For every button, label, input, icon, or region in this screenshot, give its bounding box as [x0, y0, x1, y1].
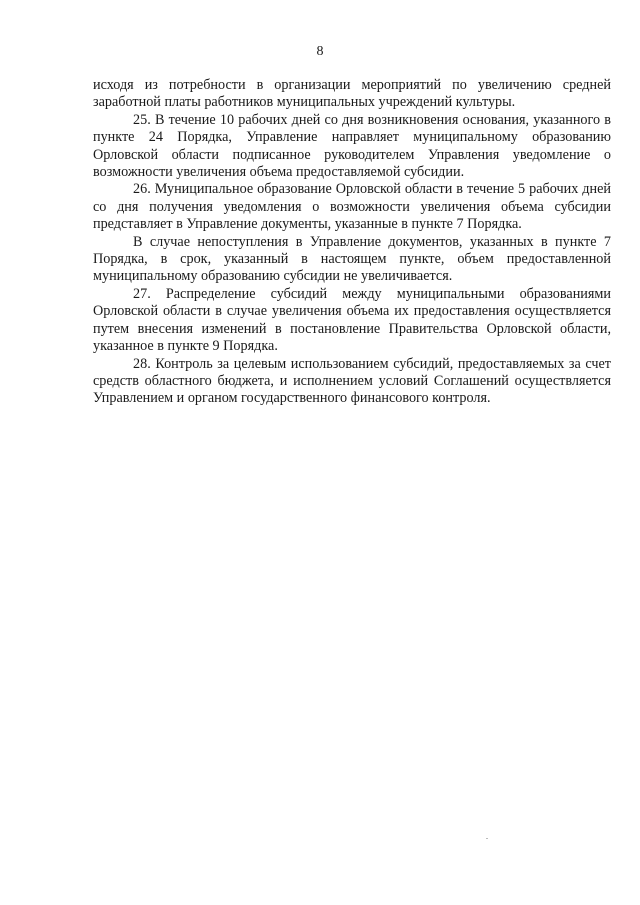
paragraph-item-26-note: В случае непоступления в Управление документов, указанных в пункте 7 Порядка, в срок, указанный в настоящем пункте, объем предоставленной муниципальному образованию субсидии не увеличивается.: [93, 233, 611, 285]
paragraph-continuation: исходя из потребности в организации мероприятий по увеличению средней заработной платы работников муниципальных учреждений культуры.: [93, 77, 611, 111]
page-number: 8: [316, 44, 324, 59]
document-body: [93, 77, 611, 408]
paragraph-item-28: 28. Контроль за целевым использованием субсидий, предоставляемых за счет средств областного бюджета, и исполнением условий Соглашений осуществляется Управлением и органом государственного финансового контроля.: [93, 355, 611, 407]
paragraph-item-25: 25. В течение 10 рабочих дней со дня возникновения основания, указанного в пункте 24 Порядка, Управление направляет муниципальному образованию Орловской области подписанное руководителем Управления уведомление о возможности увеличения объема предоставляемой субсидии.: [93, 111, 611, 181]
scan-speck: [486, 838, 488, 839]
paragraph-item-26: 26. Муниципальное образование Орловской области в течение 5 рабочих дней со дня получения уведомления о возможности увеличения объема субсидии представляет в Управление документы, указанные в пункте 7 Порядка.: [93, 181, 611, 233]
paragraph-item-27: 27. Распределение субсидий между муниципальными образованиями Орловской области в случае увеличения объема их предоставления осуществляется путем внесения изменений в постановление Правительства Орловской области, указанное в пункте 9 Порядка.: [93, 285, 611, 355]
